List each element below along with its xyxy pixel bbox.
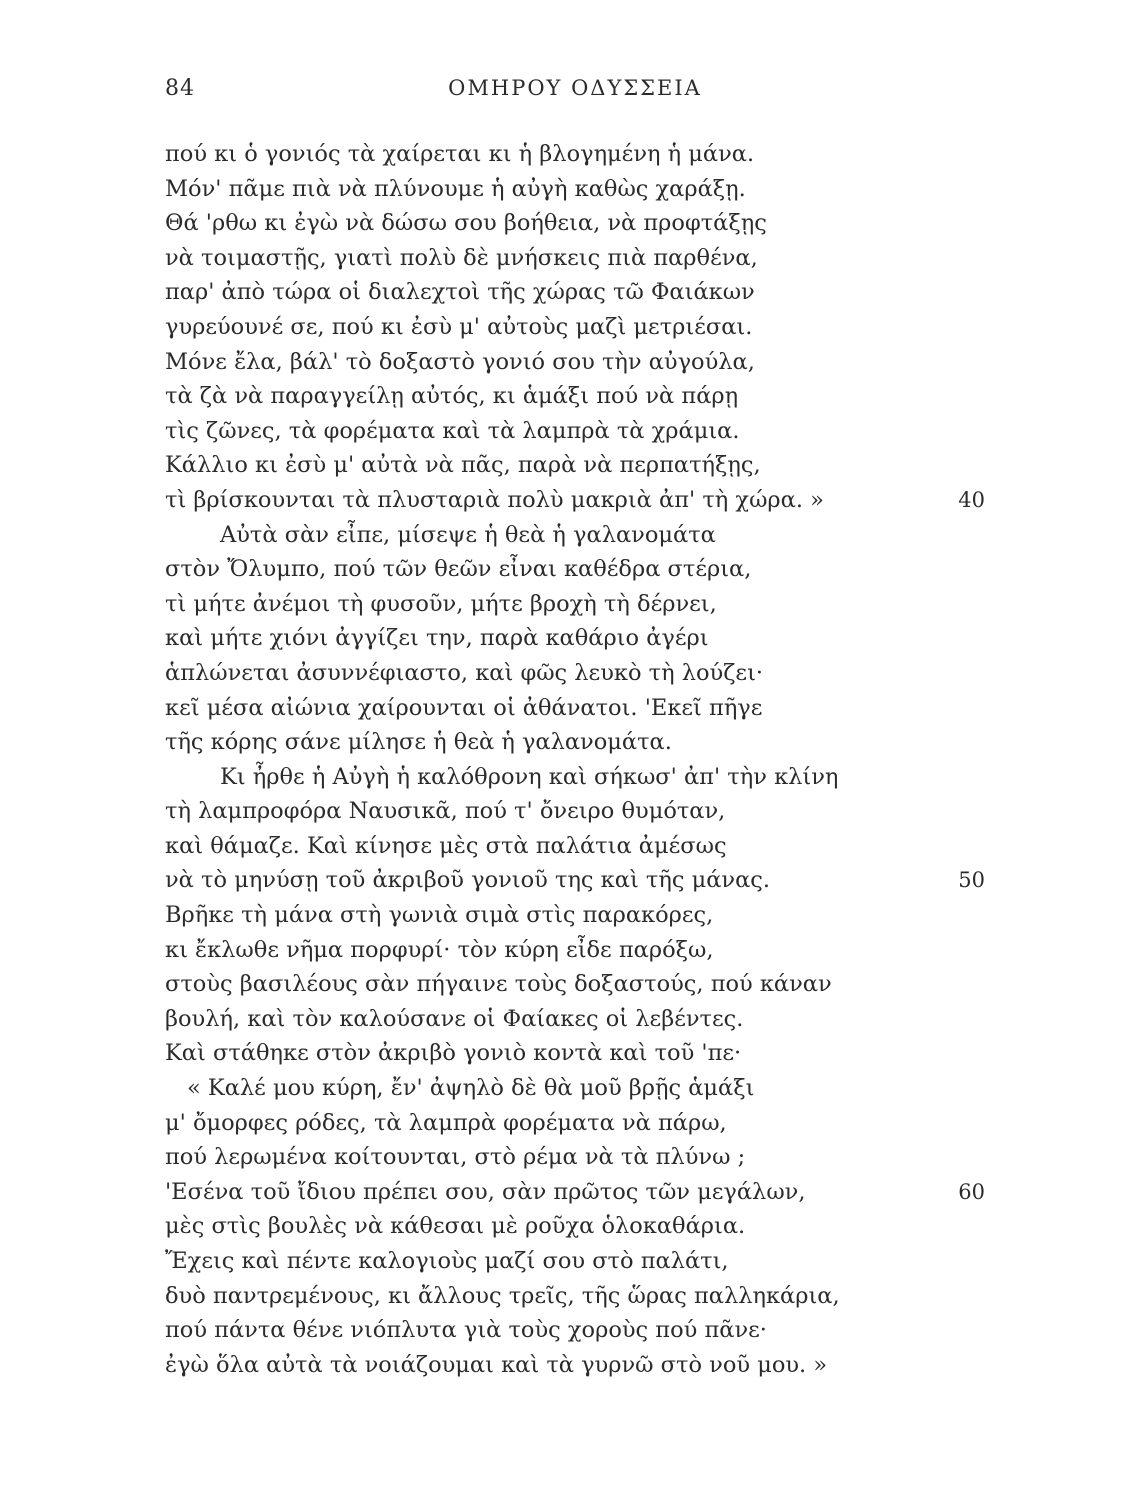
verse-line [165,241,985,276]
verse-line [165,794,985,829]
verse-line [165,587,985,622]
verse-text: Θά 'ρθω κι ἐγὼ νὰ δώσω σου βοήθεια, νὰ προφτάξῃς [165,210,767,237]
verse-text: τὰ ζὰ νὰ παραγγείλῃ αὐτός, κι ἁμάξι πού νὰ πάρῃ [165,383,739,410]
verse-line [165,1140,985,1175]
verse-text: καὶ θάμαζε. Καὶ κίνησε μὲς στὰ παλάτια ἀμέσως [165,832,727,859]
verse-text: στὸν Ὄλυμπο, πού τῶν θεῶν εἶναι καθέδρα στέρια, [165,556,752,583]
verse-line [165,414,985,449]
page-header [165,76,985,106]
verse-text: τὴ λαμπροφόρα Ναυσικᾶ, πού τ' ὄνειρο θυμόταν, [165,798,726,825]
line-number: 60 [958,1179,985,1204]
verse-line [165,206,985,241]
verse-line [165,829,985,864]
verse-line [165,1244,985,1279]
verse-text: πού πάντα θένε νιόπλυτα γιὰ τοὺς χοροὺς πού πᾶνε· [165,1317,767,1344]
verse-text: κι ἔκλωθε νῆμα πορφυρί· τὸν κύρη εἶδε παρόξω, [165,936,714,963]
verse-line [165,691,985,726]
verse-line [165,518,985,553]
verse-text: Κι ἦρθε ἡ Αὐγὴ ἡ καλόθρονη καὶ σήκωσ' ἀπ' τὴν κλίνη [220,763,839,790]
running-title: ΟΜΗΡΟΥ ΟΔΥΣΣΕΙΑ [448,76,702,100]
verse-text: Μόν' πᾶμε πιὰ νὰ πλύνουμε ἡ αὐγὴ καθὼς χαράξῃ. [165,175,746,202]
verse-text: πού κι ὁ γονιός τὰ χαίρεται κι ἡ βλογημένη ἡ μάνα. [165,141,755,167]
verse-text: « Καλέ μου κύρη, ἔν' ἀψηλὸ δὲ θὰ μοῦ βρῇς ἁμάξι [187,1075,755,1102]
verse-text: μὲς στὶς βουλὲς νὰ κάθεσαι μὲ ροῦχα ὁλοκαθάρια. [165,1213,746,1240]
verse-text: τὶ μήτε ἀνέμοι τὴ φυσοῦν, μήτε βροχὴ τὴ δέρνει, [165,590,717,617]
verse-text: ἁπλώνεται ἀσυννέφιαστο, καὶ φῶς λευκὸ τὴ λούζει· [165,659,764,686]
verse-line [165,345,985,380]
verse-line [165,310,985,345]
verse-text: τὶ βρίσκουνται τὰ πλυσταριὰ πολὺ μακριὰ ἀπ' τὴ χώρα. » [165,486,824,513]
verse-line [165,967,985,1002]
verse-line [165,656,985,691]
verse-text: δυὸ παντρεμένους, κι ἄλλους τρεῖς, τῆς ὥρας παλληκάρια, [165,1282,840,1309]
verse-text: πού λερωμένα κοίτουνται, στὸ ρέμα νὰ τὰ πλύνω ; [165,1144,746,1171]
verse-line [165,621,985,656]
verse-line [165,552,985,587]
verse-text: στοὺς βασιλέους σὰν πήγαινε τοὺς δοξαστούς, πού κάναν [165,971,832,998]
verse-line [165,1175,985,1210]
verse-text: τῆς κόρης σάνε μίλησε ἡ θεὰ ἡ γαλανομάτα. [165,729,672,756]
poem-verses [165,137,985,1382]
line-number: 50 [958,868,985,893]
verse-text: Ἔχεις καὶ πέντε καλογιοὺς μαζί σου στὸ παλάτι, [165,1248,729,1274]
verse-line [165,1106,985,1141]
verse-line [165,725,985,760]
page-number: 84 [165,76,195,101]
verse-text: 'Εσένα τοῦ ἴδιου πρέπει σου, σὰν πρῶτος τῶν μεγάλων, [165,1178,806,1205]
verse-line [165,1002,985,1037]
verse-text: τὶς ζῶνες, τὰ φορέματα καὶ τὰ λαμπρὰ τὰ χράμια. [165,417,740,444]
verse-line [165,1279,985,1314]
verse-text: κεῖ μέσα αἰώνια χαίρουνται οἱ ἀθάνατοι. 'Εκεῖ πῆγε [165,694,763,721]
verse-text: Βρῆκε τὴ μάνα στὴ γωνιὰ σιμὰ στὶς παρακόρες, [165,902,714,929]
verse-line [165,275,985,310]
verse-line [165,898,985,933]
verse-line [165,483,985,518]
verse-text: καὶ μήτε χιόνι ἀγγίζει την, παρὰ καθάριο ἀγέρι [165,625,709,652]
verse-line [165,760,985,795]
verse-line [165,379,985,414]
verse-text: Κάλλιο κι ἐσὺ μ' αὐτὰ νὰ πᾶς, παρὰ νὰ περπατήξῃς, [165,452,761,479]
line-number: 40 [958,487,985,512]
verse-text: Καὶ στάθηκε στὸν ἀκριβὸ γονιὸ κοντὰ καὶ τοῦ 'πε· [165,1040,742,1067]
verse-text: παρ' ἀπὸ τώρα οἱ διαλεχτοὶ τῆς χώρας τῶ Φαιάκων [165,279,755,306]
verse-line [165,172,985,207]
verse-text: νὰ τοιμαστῇς, γιατὶ πολὺ δὲ μνήσκεις πιὰ παρθένα, [165,244,758,271]
verse-line [165,1071,985,1106]
verse-text: Μόνε ἔλα, βάλ' τὸ δοξαστὸ γονιό σου τὴν αὐγούλα, [165,348,755,375]
verse-text: ἐγὼ ὅλα αὐτὰ τὰ νοιάζουμαι καὶ τὰ γυρνῶ στὸ νοῦ μου. » [165,1351,828,1378]
verse-line [165,863,985,898]
verse-text: βουλή, καὶ τὸν καλούσανε οἱ Φαίακες οἱ λεβέντες. [165,1005,744,1032]
verse-text: γυρεύουνέ σε, πού κι ἐσὺ μ' αὐτοὺς μαζὶ μετριέσαι. [165,313,753,340]
verse-line [165,1348,985,1383]
verse-text: μ' ὄμορφες ρόδες, τὰ λαμπρὰ φορέματα νὰ πάρω, [165,1109,727,1136]
verse-line [165,448,985,483]
verse-line [165,1313,985,1348]
verse-line [165,1036,985,1071]
verse-line [165,1209,985,1244]
verse-line [165,137,985,172]
verse-line [165,933,985,968]
verse-text: Αὐτὰ σὰν εἶπε, μίσεψε ἡ θεὰ ἡ γαλανομάτα [220,521,716,548]
verse-text: νὰ τὸ μηνύσῃ τοῦ ἀκριβοῦ γονιοῦ της καὶ τῆς μάνας. [165,867,771,894]
